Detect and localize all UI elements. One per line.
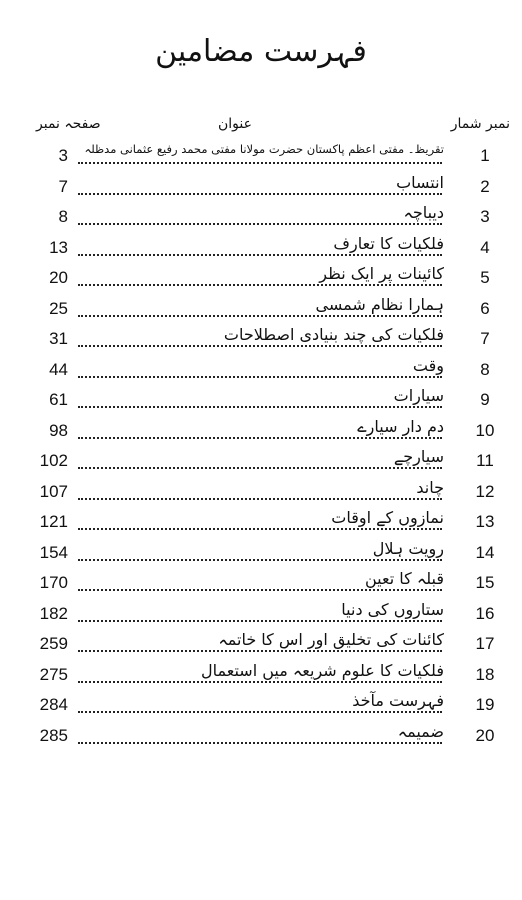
toc-entry[interactable] (0, 478, 522, 509)
entry-title: ضمیمہ (394, 722, 444, 741)
leader-dots (78, 406, 442, 408)
entry-number: 16 (475, 603, 495, 623)
entry-title: کائینات پر ایک نظر (315, 264, 444, 283)
entry-number: 15 (475, 573, 495, 592)
entry-title: چاند (412, 478, 444, 497)
entry-page-number: 102 (39, 451, 68, 470)
toc-entry[interactable] (0, 173, 522, 204)
entry-number: 6 (480, 298, 490, 318)
entry-page-number: 182 (39, 603, 68, 623)
header-title: عنوان (218, 116, 252, 132)
entry-page-number: 44 (49, 359, 68, 379)
entry-title: انتساب (392, 173, 444, 192)
toc-entry[interactable] (0, 325, 522, 356)
entry-title: ہمارا نظام شمسی (312, 295, 444, 314)
entry-number: 13 (475, 512, 495, 531)
entry-title: وقت (409, 356, 444, 375)
entry-number: 3 (480, 207, 490, 226)
entry-title: تقریظ۔ مفتی اعظم پاکستان حضرت مولانا مفتی محمد رفیع عثمانی مدظلہ (80, 142, 444, 156)
leader-dots (78, 193, 442, 195)
entry-title: فلکیات کا تعارف (329, 234, 444, 253)
entry-title: فلکیات کا علوم شریعہ میں استعمال (197, 661, 444, 680)
leader-dots (78, 498, 442, 500)
leader-dots (78, 589, 442, 591)
entry-title: سیارات (390, 386, 444, 405)
entry-page-number: 285 (39, 725, 68, 745)
toc-entry[interactable] (0, 722, 522, 753)
entry-number: 8 (480, 359, 490, 379)
entry-page-number: 107 (39, 481, 68, 501)
toc-entry[interactable] (0, 386, 522, 417)
entry-page-number: 121 (39, 512, 68, 531)
toc-entry[interactable] (0, 539, 522, 570)
leader-dots (78, 742, 442, 744)
header-number: نمبر شمار (450, 116, 510, 132)
leader-dots (78, 437, 442, 439)
entry-title: دیباچہ (399, 203, 444, 222)
table-of-contents (0, 142, 522, 752)
entry-number: 17 (475, 634, 495, 653)
entry-number: 19 (475, 695, 495, 714)
toc-entry[interactable] (0, 508, 522, 539)
toc-entry[interactable] (0, 142, 522, 173)
entry-title: فلکیات کی چند بنیادی اصطلاحات (220, 325, 444, 344)
entry-number: 7 (480, 329, 490, 348)
toc-entry[interactable] (0, 234, 522, 265)
entry-page-number: 31 (49, 329, 68, 348)
entry-page-number: 61 (49, 390, 68, 409)
leader-dots (78, 162, 442, 164)
toc-entry[interactable] (0, 447, 522, 478)
leader-dots (78, 650, 442, 652)
toc-entry[interactable] (0, 264, 522, 295)
toc-entry[interactable] (0, 569, 522, 600)
leader-dots (78, 254, 442, 256)
entry-number: 4 (480, 237, 490, 257)
entry-number: 20 (475, 725, 495, 745)
leader-dots (78, 528, 442, 530)
entry-title: سیارچے (390, 447, 444, 466)
toc-entry[interactable] (0, 203, 522, 234)
entry-number: 14 (475, 542, 495, 562)
entry-page-number: 98 (49, 420, 68, 440)
entry-page-number: 154 (39, 542, 68, 562)
leader-dots (78, 559, 442, 561)
entry-title: دم دار سیارے (353, 417, 444, 436)
leader-dots (78, 711, 442, 713)
entry-page-number: 8 (58, 207, 68, 226)
entry-number: 9 (480, 390, 490, 409)
leader-dots (78, 620, 442, 622)
entry-number: 5 (480, 268, 490, 287)
entry-page-number: 13 (49, 237, 68, 257)
entry-title: قبلہ کا تعین (361, 569, 444, 588)
entry-page-number: 3 (58, 146, 68, 165)
entry-page-number: 259 (39, 634, 68, 653)
page-title: فہرست مضامین (155, 34, 367, 69)
entry-page-number: 25 (49, 298, 68, 318)
leader-dots (78, 467, 442, 469)
entry-number: 10 (475, 420, 495, 440)
entry-number: 2 (480, 176, 490, 196)
entry-title: نمازوں کے اوقات (327, 508, 444, 527)
toc-entry[interactable] (0, 295, 522, 326)
toc-entry[interactable] (0, 661, 522, 692)
entry-title: کائنات کی تخلیق اور اس کا خاتمہ (214, 630, 444, 649)
entry-page-number: 284 (39, 695, 68, 714)
leader-dots (78, 284, 442, 286)
entry-number: 1 (480, 146, 490, 165)
leader-dots (78, 223, 442, 225)
entry-title: فہرست مآخذ (348, 691, 444, 710)
toc-entry[interactable] (0, 691, 522, 722)
toc-entry[interactable] (0, 417, 522, 448)
leader-dots (78, 345, 442, 347)
entry-page-number: 170 (39, 573, 68, 592)
header-page: صفحہ نمبر (36, 116, 101, 132)
leader-dots (78, 376, 442, 378)
entry-page-number: 275 (39, 664, 68, 684)
leader-dots (78, 315, 442, 317)
entry-title: ستاروں کی دنیا (337, 600, 444, 619)
entry-page-number: 20 (49, 268, 68, 287)
entry-number: 11 (476, 451, 494, 470)
toc-entry[interactable] (0, 630, 522, 661)
entry-title: رویت ہلال (369, 539, 444, 558)
leader-dots (78, 681, 442, 683)
toc-entry[interactable] (0, 356, 522, 387)
toc-entry[interactable] (0, 600, 522, 631)
entry-number: 12 (475, 481, 495, 501)
entry-page-number: 7 (58, 176, 68, 196)
entry-number: 18 (475, 664, 495, 684)
